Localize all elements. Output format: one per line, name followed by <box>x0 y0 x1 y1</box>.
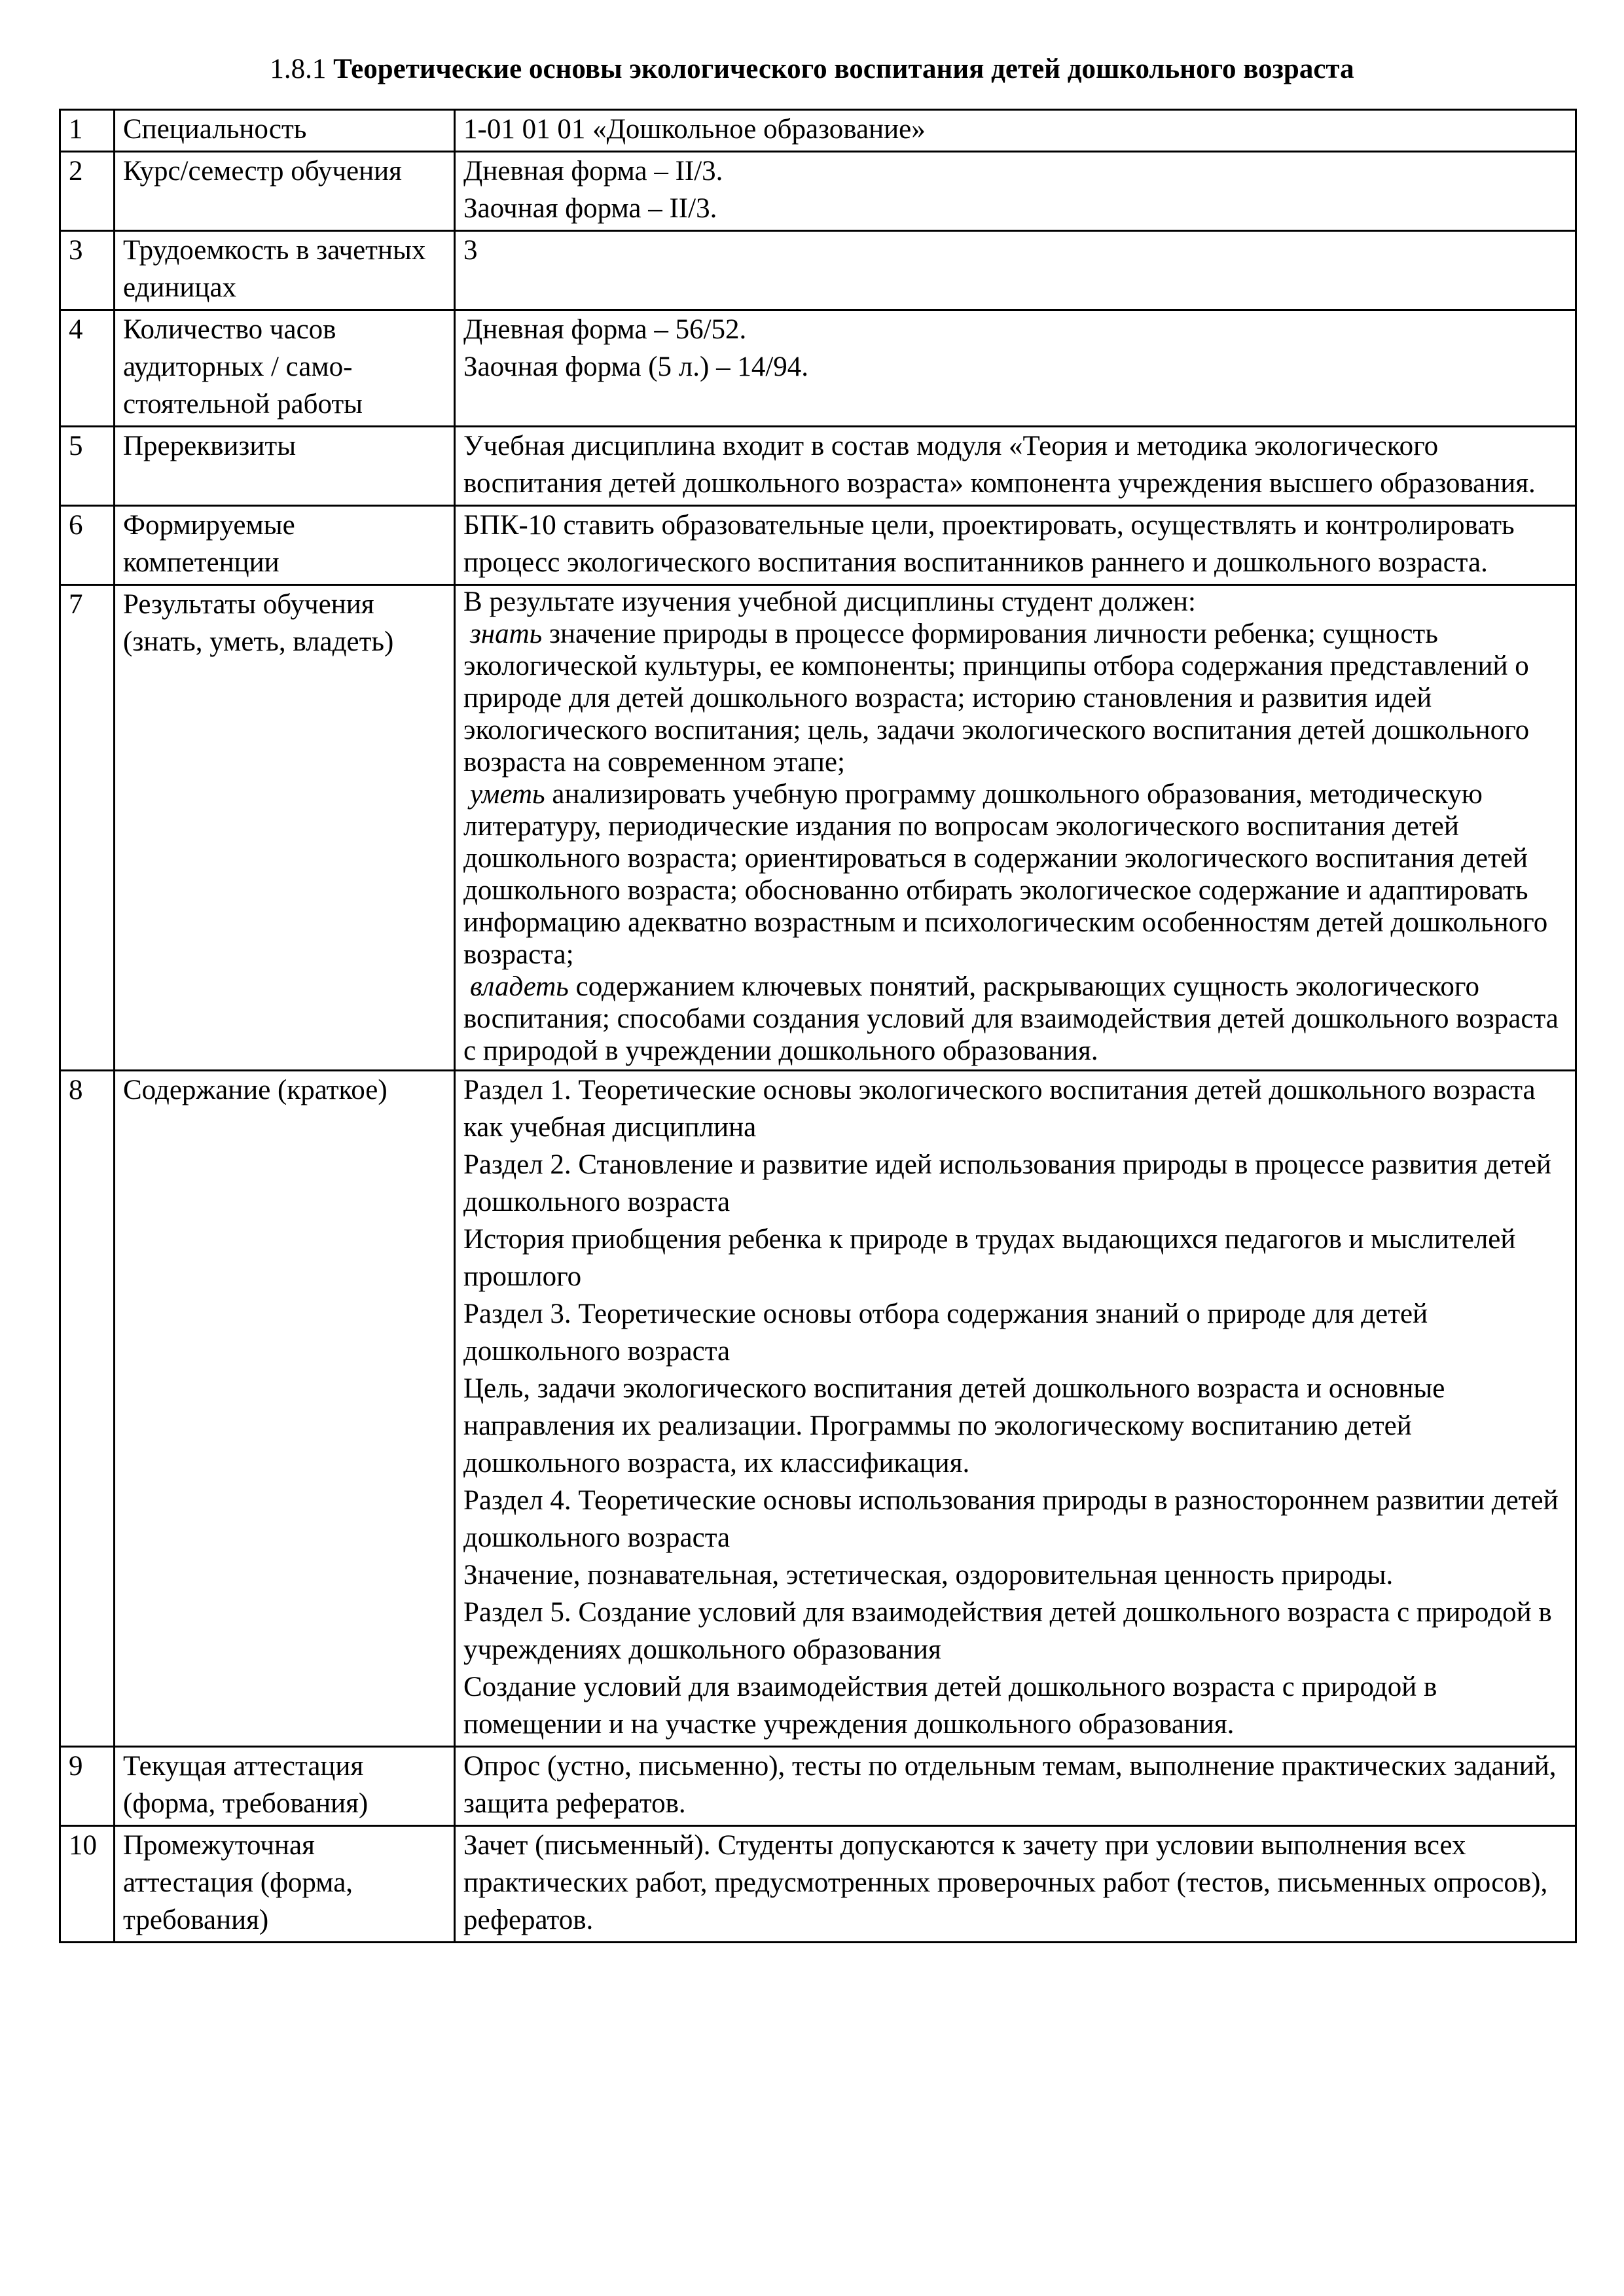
row-label: Содержание (краткое) <box>115 1071 455 1747</box>
content-topic: Создание условий для взаимодействия детей дошкольного возраста с природой в помещении и на участке учреждения дошкольного образования. <box>463 1672 1437 1740</box>
content-line: Заочная форма (5 л.) – 14/94. <box>463 351 809 382</box>
learning-outcomes-intro: В результате изучения учебной дисциплины студент должен: <box>463 586 1197 617</box>
content-line: 1-01 01 01 «Дошкольное образование» <box>463 114 926 145</box>
outcome-key: владеть <box>470 971 569 1002</box>
content-line: Дневная форма – II/3. <box>463 156 723 187</box>
table-row <box>60 152 1576 231</box>
course-info-table <box>59 109 1577 1943</box>
row-label: Специальность <box>115 110 455 152</box>
row-label: Текущая аттестация (форма, требования) <box>115 1747 455 1826</box>
outcome-master <box>463 971 1567 1067</box>
row-number: 10 <box>60 1826 115 1943</box>
title-text: Теоретические основы экологического воспитания детей дошкольного возраста <box>333 54 1354 84</box>
outcome-text: содержанием ключевых понятий, раскрывающих сущность экологического воспитания; способами создания условий для взаимодействия детей дошкольного возраста с природой в учреждении дошкольного образования. <box>463 971 1559 1066</box>
content-line: 3 <box>463 235 478 266</box>
row-content <box>455 231 1576 310</box>
row-content <box>455 110 1576 152</box>
row-content <box>455 152 1576 231</box>
row-label: Количество часов аудиторных / само-стоятельной работы <box>115 310 455 427</box>
row-number: 7 <box>60 585 115 1071</box>
content-section: Раздел 5. Создание условий для взаимодействия детей дошкольного возраста с природой в учреждениях дошкольного образования <box>463 1597 1552 1665</box>
row-number: 8 <box>60 1071 115 1747</box>
table-row <box>60 1071 1576 1747</box>
row-number: 1 <box>60 110 115 152</box>
content-line: Дневная форма – 56/52. <box>463 314 747 345</box>
content-section: Раздел 2. Становление и развитие идей использования природы в процессе развития детей дошкольного возраста <box>463 1149 1551 1217</box>
table-row <box>60 585 1576 1071</box>
row-label: Курс/семестр обучения <box>115 152 455 231</box>
row-label: Результаты обучения (знать, уметь, владеть) <box>115 585 455 1071</box>
content-topic: Цель, задачи экологического воспитания детей дошкольного возраста и основные направления их реализации. Программы по экологическому воспитанию детей дошкольного возраста, их классификация. <box>463 1373 1445 1479</box>
row-number: 6 <box>60 506 115 585</box>
content-line: Опрос (устно, письменно), тесты по отдельным темам, выполнение практических заданий, защита рефератов. <box>463 1751 1557 1819</box>
outcome-know <box>463 618 1567 778</box>
content-line: Заочная форма – II/3. <box>463 193 717 224</box>
outcome-can <box>463 778 1567 971</box>
document-title <box>0 51 1624 88</box>
content-section: Раздел 4. Теоретические основы использования природы в разностороннем развитии детей дошкольного возраста <box>463 1485 1559 1553</box>
content-topic: История приобщения ребенка к природе в трудах выдающихся педагогов и мыслителей прошлого <box>463 1224 1516 1292</box>
row-content <box>455 1826 1576 1943</box>
row-number: 2 <box>60 152 115 231</box>
row-label: Трудоемкость в зачетных единицах <box>115 231 455 310</box>
outcome-key: знать <box>470 619 543 649</box>
row-content <box>455 1071 1576 1747</box>
row-content <box>455 310 1576 427</box>
table-row <box>60 310 1576 427</box>
table-row <box>60 1826 1576 1943</box>
outcome-key: уметь <box>470 779 545 810</box>
row-content <box>455 506 1576 585</box>
content-line: Зачет (письменный). Студенты допускаются к зачету при условии выполнения всех практических работ, предусмотренных проверочных работ (тестов, письменных опросов), рефератов. <box>463 1830 1548 1935</box>
outcome-text: значение природы в процессе формирования личности ребенка; сущность экологической культуры, ее компоненты; принципы отбора содержания представлений о природе для детей дошкольного возраста; историю становления и развития идей экологического воспитания; цель, задачи экологического воспитания детей дошкольного возраста на современном этапе; <box>463 619 1530 778</box>
content-section: Раздел 1. Теоретические основы экологического воспитания детей дошкольного возраста как учебная дисциплина <box>463 1075 1536 1143</box>
row-number: 5 <box>60 427 115 506</box>
content-line: Учебная дисциплина входит в состав модуля «Теория и методика экологического воспитания детей дошкольного возраста» компонента учреждения высшего образования. <box>463 431 1536 499</box>
row-number: 3 <box>60 231 115 310</box>
table-row <box>60 427 1576 506</box>
row-number: 9 <box>60 1747 115 1826</box>
row-content <box>455 585 1576 1071</box>
table-row <box>60 506 1576 585</box>
outcome-text: анализировать учебную программу дошкольного образования, методическую литературу, периодические издания по вопросам экологического воспитания детей дошкольного возраста; ориентироваться в содержании экологического воспитания детей дошкольного возраста; обоснованно отбирать экологическое содержание и адаптировать информацию адекватно возрастным и психологическим особенностям детей дошкольного возраста; <box>463 779 1548 970</box>
table-row <box>60 1747 1576 1826</box>
title-number: 1.8.1 <box>270 54 327 84</box>
row-label: Пререквизиты <box>115 427 455 506</box>
content-section: Раздел 3. Теоретические основы отбора содержания знаний о природе для детей дошкольного возраста <box>463 1299 1428 1367</box>
table-row <box>60 110 1576 152</box>
row-content <box>455 427 1576 506</box>
row-label: Формируемые компетенции <box>115 506 455 585</box>
content-topic: Значение, познавательная, эстетическая, оздоровительная ценность природы. <box>463 1560 1394 1590</box>
table-row <box>60 231 1576 310</box>
row-label: Промежуточная аттестация (форма, требования) <box>115 1826 455 1943</box>
content-line: БПК-10 ставить образовательные цели, проектировать, осуществлять и контролировать процесс экологического воспитания воспитанников раннего и дошкольного возраста. <box>463 510 1515 578</box>
row-content <box>455 1747 1576 1826</box>
row-number: 4 <box>60 310 115 427</box>
